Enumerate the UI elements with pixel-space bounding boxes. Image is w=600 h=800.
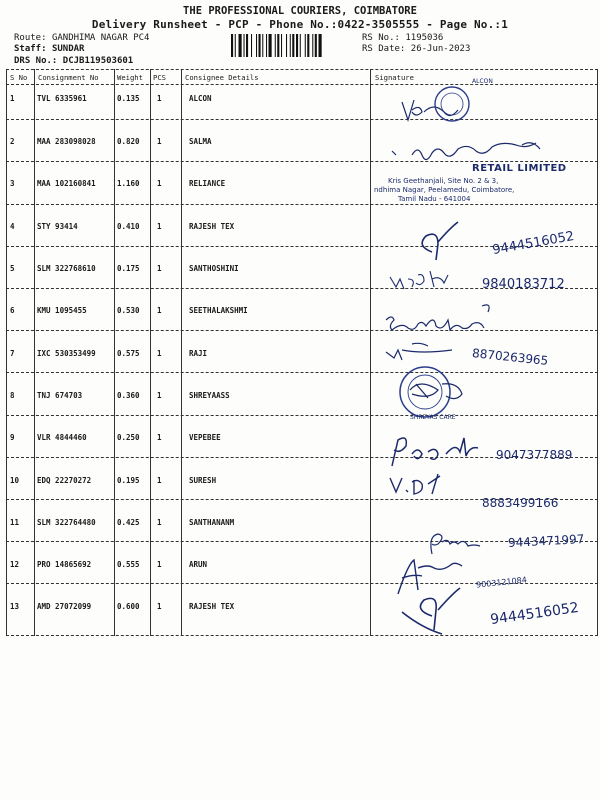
barcode-bar bbox=[246, 34, 248, 57]
barcode-bar bbox=[286, 34, 287, 57]
col-divider bbox=[114, 69, 115, 636]
cell-consignee: ARUN bbox=[189, 560, 208, 569]
cell-consignment-no: SLM 322768610 bbox=[37, 264, 96, 273]
signature-row-6 bbox=[372, 300, 598, 342]
table-header-rule bbox=[6, 84, 598, 85]
phone-number: 9003121084 bbox=[475, 575, 528, 590]
cell-sno: 5 bbox=[10, 264, 15, 273]
barcode-bar bbox=[292, 34, 294, 57]
phone-number: 8883499166 bbox=[482, 496, 559, 510]
rs-no-line bbox=[362, 33, 443, 43]
cell-weight: 0.250 bbox=[117, 433, 140, 442]
barcode bbox=[230, 34, 354, 57]
cell-sno: 3 bbox=[10, 179, 15, 188]
col-header-consignee: Consignee Details bbox=[185, 73, 259, 82]
route-value: GANDHIMA NAGAR PC4 bbox=[51, 33, 150, 43]
barcode-bar bbox=[256, 34, 257, 57]
cell-consignee: VEPEBEE bbox=[189, 433, 221, 442]
barcode-bar bbox=[300, 34, 301, 57]
signature-row-13 bbox=[372, 592, 598, 638]
reliance-stamp-title: RETAIL LIMITED bbox=[472, 163, 567, 174]
col-divider bbox=[34, 69, 35, 636]
signature-row-10 bbox=[372, 470, 598, 512]
col-header-pcs: PCS bbox=[153, 73, 166, 82]
drs-line bbox=[14, 56, 133, 66]
phone-number: 9840183712 bbox=[482, 277, 565, 292]
phone-number: 9047377889 bbox=[496, 448, 573, 462]
cell-sno: 10 bbox=[10, 476, 20, 485]
cell-consignment-no: IXC 530353499 bbox=[37, 349, 96, 358]
barcode-bar bbox=[266, 34, 267, 57]
cell-sno: 6 bbox=[10, 306, 15, 315]
phone-number: 9443471997 bbox=[507, 532, 585, 550]
barcode-bar bbox=[315, 34, 317, 57]
barcode-bar bbox=[319, 34, 322, 57]
phone-number: 9444516052 bbox=[489, 599, 580, 629]
cell-sno: 8 bbox=[10, 391, 15, 400]
barcode-bar bbox=[290, 34, 291, 57]
cell-consignee: RELIANCE bbox=[189, 179, 226, 188]
barcode-bar bbox=[305, 34, 306, 57]
barcode-bar bbox=[239, 34, 242, 57]
reliance-stamp-line2: ndhima Nagar, Peelamedu, Coimbatore, bbox=[374, 186, 515, 194]
barcode-bar bbox=[312, 34, 313, 57]
cell-weight: 0.360 bbox=[117, 391, 140, 400]
cell-consignment-no: PRO 14865692 bbox=[37, 560, 92, 569]
cell-weight: 0.600 bbox=[117, 602, 140, 611]
cell-sno: 11 bbox=[10, 518, 20, 527]
cell-consignment-no: TNJ 674703 bbox=[37, 391, 83, 400]
staff-value: SUNDAR bbox=[51, 44, 85, 54]
barcode-bar bbox=[235, 34, 236, 57]
cell-consignment-no: MAA 102160841 bbox=[37, 179, 96, 188]
barcode-bar bbox=[251, 34, 252, 57]
cell-sno: 2 bbox=[10, 137, 15, 146]
alcon-stamp-text: ALCON bbox=[472, 78, 493, 85]
cell-sno: 9 bbox=[10, 433, 15, 442]
cell-weight: 0.530 bbox=[117, 306, 140, 315]
barcode-bar bbox=[259, 34, 261, 57]
reliance-stamp-line1: Kris Geethanjali, Site No. 2 & 3, bbox=[388, 177, 499, 185]
staff-label: Staff: bbox=[14, 44, 47, 54]
cell-pcs: 1 bbox=[157, 349, 162, 358]
rs-no-label: RS No.: bbox=[362, 33, 400, 43]
cell-consignee: SALMA bbox=[189, 137, 212, 146]
reliance-stamp-line3: Tamil Nadu - 641004 bbox=[398, 195, 471, 203]
barcode-bar bbox=[231, 34, 233, 57]
barcode-bar bbox=[244, 34, 245, 57]
barcode-bar bbox=[262, 34, 263, 57]
cell-sno: 1 bbox=[10, 94, 15, 103]
cell-consignment-no: VLR 4844460 bbox=[37, 433, 87, 442]
cell-consignee: SANTHANANM bbox=[189, 518, 235, 527]
cell-weight: 0.410 bbox=[117, 222, 140, 231]
col-divider bbox=[150, 69, 151, 636]
signature-row-1 bbox=[372, 78, 598, 128]
signature-row-8 bbox=[372, 364, 598, 422]
cell-weight: 1.160 bbox=[117, 179, 140, 188]
cell-pcs: 1 bbox=[157, 602, 162, 611]
barcode-bar bbox=[269, 34, 272, 57]
col-divider bbox=[6, 69, 7, 636]
cell-pcs: 1 bbox=[157, 222, 162, 231]
cell-consignee: SURESH bbox=[189, 476, 217, 485]
cell-consignment-no: MAA 283098028 bbox=[37, 137, 96, 146]
staff-line bbox=[14, 44, 84, 54]
cell-consignee: SANTHOSHINI bbox=[189, 264, 239, 273]
cell-consignment-no: TVL 6335961 bbox=[37, 94, 87, 103]
stamp-circle bbox=[372, 364, 598, 422]
phone-number: 8870263965 bbox=[471, 346, 549, 368]
signature-mark bbox=[372, 300, 598, 342]
cell-consignee: SHREYAASS bbox=[189, 391, 230, 400]
table-top-rule bbox=[6, 69, 598, 70]
shreyas-stamp-text: SHREYAS CARE bbox=[410, 414, 456, 421]
cell-weight: 0.425 bbox=[117, 518, 140, 527]
rs-no-value: 1195036 bbox=[405, 33, 444, 43]
signature-row-4 bbox=[372, 222, 598, 264]
col-header-signature: Signature bbox=[375, 73, 414, 82]
page-title: THE PROFESSIONAL COURIERS, COIMBATORE bbox=[183, 5, 417, 17]
cell-consignment-no: AMD 27072099 bbox=[37, 602, 92, 611]
barcode-bar bbox=[296, 34, 298, 57]
cell-pcs: 1 bbox=[157, 433, 162, 442]
cell-sno: 12 bbox=[10, 560, 20, 569]
cell-pcs: 1 bbox=[157, 137, 162, 146]
phone-number: 9444516052 bbox=[491, 228, 576, 259]
cell-pcs: 1 bbox=[157, 94, 162, 103]
cell-pcs: 1 bbox=[157, 476, 162, 485]
cell-weight: 0.555 bbox=[117, 560, 140, 569]
signature-mark bbox=[372, 86, 598, 128]
col-divider bbox=[370, 69, 371, 636]
col-divider bbox=[181, 69, 182, 636]
col-header-sno: S No bbox=[10, 73, 28, 82]
cell-consignment-no: SLM 322764480 bbox=[37, 518, 96, 527]
cell-consignment-no: EDQ 22270272 bbox=[37, 476, 92, 485]
cell-pcs: 1 bbox=[157, 560, 162, 569]
barcode-bar bbox=[275, 34, 276, 57]
route-line bbox=[14, 33, 149, 43]
cell-sno: 7 bbox=[10, 349, 15, 358]
cell-consignment-no: KMU 1095455 bbox=[37, 306, 87, 315]
cell-consignment-no: STY 93414 bbox=[37, 222, 78, 231]
cell-consignee: RAJI bbox=[189, 349, 208, 358]
cell-weight: 0.195 bbox=[117, 476, 140, 485]
cell-consignee: RAJESH TEX bbox=[189, 222, 235, 231]
col-header-consignment: Consignment No bbox=[38, 73, 99, 82]
barcode-bar bbox=[277, 34, 279, 57]
cell-pcs: 1 bbox=[157, 518, 162, 527]
barcode-bar bbox=[281, 34, 282, 57]
drs-label: DRS No.: bbox=[14, 56, 58, 66]
cell-consignee: ALCON bbox=[189, 94, 212, 103]
cell-weight: 0.135 bbox=[117, 94, 140, 103]
drs-value: DCJB119503601 bbox=[62, 56, 134, 66]
rs-date-value: 26-Jun-2023 bbox=[410, 44, 471, 54]
cell-consignee: RAJESH TEX bbox=[189, 602, 235, 611]
rs-date-label: RS Date: bbox=[362, 44, 406, 54]
rs-date-line bbox=[362, 44, 470, 54]
barcode-bar bbox=[307, 34, 309, 57]
cell-sno: 13 bbox=[10, 602, 20, 611]
cell-weight: 0.575 bbox=[117, 349, 140, 358]
page-subtitle: Delivery Runsheet - PCP - Phone No.:0422-3505555 - Page No.:1 bbox=[91, 18, 509, 31]
signature-row-9 bbox=[372, 428, 598, 470]
cell-weight: 0.820 bbox=[117, 137, 140, 146]
cell-pcs: 1 bbox=[157, 179, 162, 188]
cell-pcs: 1 bbox=[157, 264, 162, 273]
cell-pcs: 1 bbox=[157, 391, 162, 400]
cell-weight: 0.175 bbox=[117, 264, 140, 273]
cell-pcs: 1 bbox=[157, 306, 162, 315]
cell-consignee: SEETHALAKSHMI bbox=[189, 306, 248, 315]
cell-sno: 4 bbox=[10, 222, 15, 231]
route-label: Route: bbox=[14, 33, 47, 43]
col-header-weight: Weight bbox=[117, 73, 143, 82]
signature-row-3 bbox=[372, 160, 598, 210]
